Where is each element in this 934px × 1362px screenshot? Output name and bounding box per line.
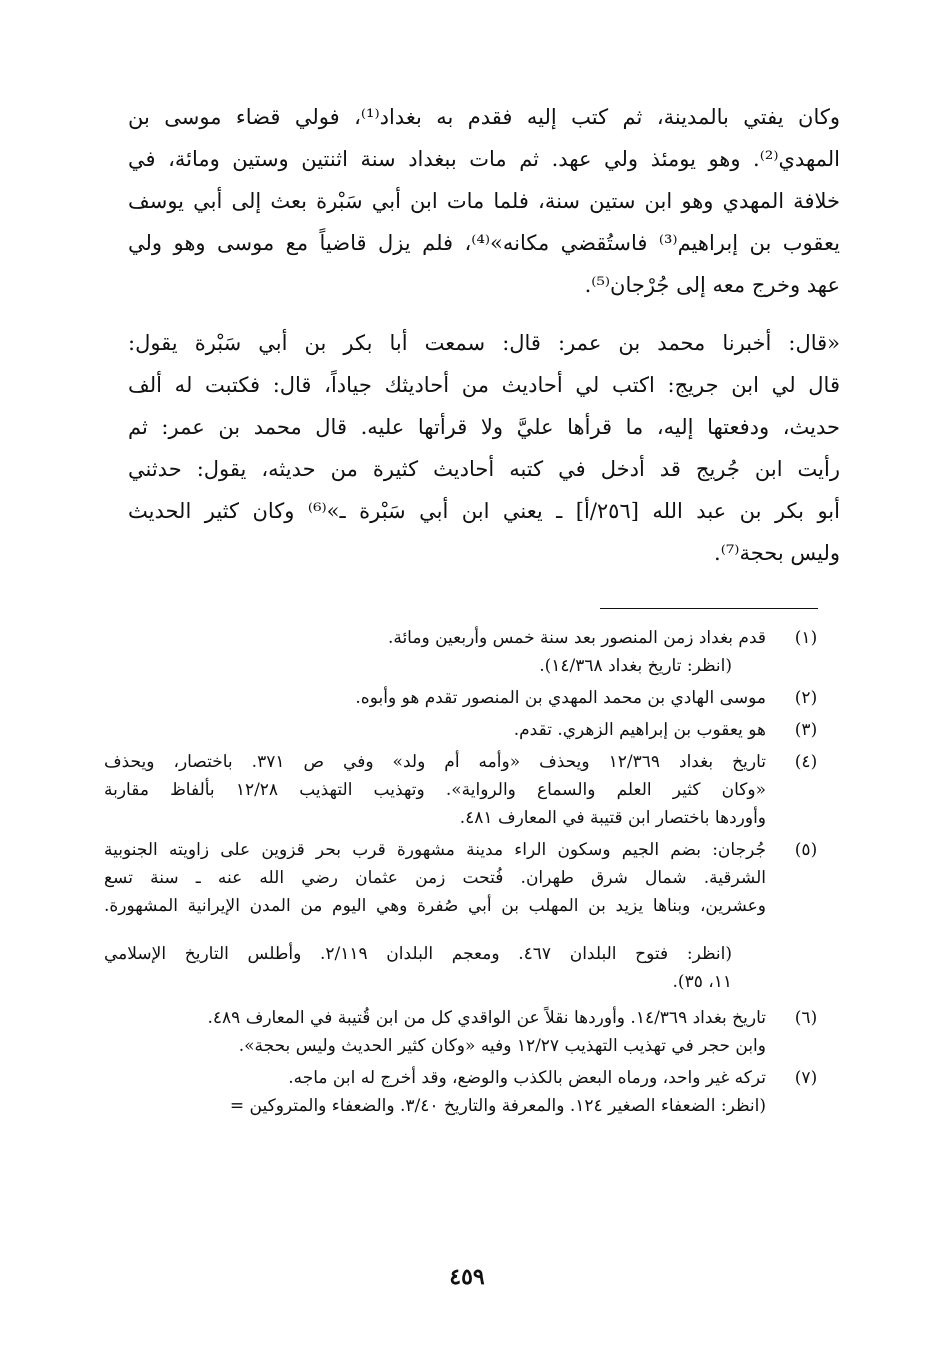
footnote-line: هو يعقوب بن إبراهيم الزهري. تقدم. xyxy=(513,720,766,740)
footnote xyxy=(104,1064,826,1120)
footnote-line: تركه غير واحد، ورماه البعض بالكذب والوضع، وقد أخرج له ابن ماجه. xyxy=(288,1068,766,1088)
footnote-line: (انظر: فتوح البلدان ٤٦٧. ومعجم البلدان ٢/١١٩. وأطلس التاريخ الإسلامي xyxy=(104,944,732,964)
footnote-number: (٦) xyxy=(794,1008,818,1028)
footnote-line: (انظر: تاريخ بغداد ١٤/٣٦٨). xyxy=(539,656,732,676)
footnote xyxy=(104,684,826,712)
footnote-line: ١١، ٣٥). xyxy=(672,972,732,992)
footnote-line: وابن حجر في تهذيب التهذيب ١٢/٢٧ وفيه «وكان كثير الحديث وليس بحجة». xyxy=(238,1036,766,1056)
footnote xyxy=(104,836,826,996)
footnote-line: تاريخ بغداد ١٤/٣٦٩. وأوردها نقلاً عن الواقدي كل من ابن قُتيبة في المعارف ٤٨٩. xyxy=(207,1008,766,1028)
text-line: خلافة المهدي وهو ابن ستين سنة، فلما مات ابن أبي سَبْرة بعث إلى أبي يوسف xyxy=(128,189,840,213)
footnote-separator xyxy=(600,608,818,609)
footnote-line: (انظر: الضعفاء الصغير ١٢٤. والمعرفة والتاريخ ٣/٤٠. والضعفاء والمتروكين = xyxy=(229,1096,766,1116)
text-line: أبو بكر بن عبد الله [٢٥٦/أ] ـ يعني ابن أبي سَبْرة ـ»⁽⁶⁾ وكان كثير الحديث xyxy=(128,499,840,523)
footnote-line: «وكان كثير العلم والسماع والرواية». وتهذيب التهذيب ١٢/٢٨ بألفاظ مقاربة xyxy=(104,780,766,800)
footnote-line: موسى الهادي بن محمد المهدي بن المنصور تقدم هو وأبوه. xyxy=(355,688,766,708)
text-line: وليس بحجة⁽⁷⁾. xyxy=(714,541,840,565)
footnote-line: الشرقية. شمال شرق طهران. فُتحت زمن عثمان رضي الله عنه ـ سنة تسع xyxy=(104,868,766,888)
footnotes xyxy=(104,624,826,1120)
main-paragraph-1 xyxy=(128,96,840,306)
footnote-number: (٧) xyxy=(794,1068,818,1088)
text-line: يعقوب بن إبراهيم⁽³⁾ فاستُقضي مكانه»⁽⁴⁾، فلم يزل قاضياً مع موسى وهو ولي xyxy=(128,231,840,255)
footnote-number: (٥) xyxy=(794,840,818,860)
footnote xyxy=(104,1004,826,1060)
footnote-line xyxy=(104,920,766,940)
footnote-line: قدم بغداد زمن المنصور بعد سنة خمس وأربعين ومائة. xyxy=(387,628,766,648)
footnote-line: جُرجان: بضم الجيم وسكون الراء مدينة مشهورة قرب بحر قزوين على زاويته الجنوبية xyxy=(104,840,766,860)
footnote xyxy=(104,716,826,744)
footnote-line: وأوردها باختصار ابن قتيبة في المعارف ٤٨١. xyxy=(459,808,766,828)
text-line: المهدي⁽²⁾. وهو يومئذ ولي عهد. ثم مات ببغداد سنة اثنتين وستين ومائة، في xyxy=(128,147,840,171)
footnote-line: وعشرين، وبناها يزيد بن المهلب بن أبي صُفرة وهي اليوم من المدن الإيرانية المشهورة. xyxy=(104,896,766,916)
text-line: قال لي ابن جريج: اكتب لي أحاديث من أحاديثك جياداً، قال: فكتبت له ألف xyxy=(128,373,840,397)
footnote-number: (٣) xyxy=(794,720,818,740)
footnote xyxy=(104,748,826,832)
text-line: حديث، ودفعتها إليه، ما قرأها عليَّ ولا قرأتها عليه. قال محمد بن عمر: ثم xyxy=(128,415,840,439)
text-line: «قال: أخبرنا محمد بن عمر: قال: سمعت أبا بكر بن أبي سَبْرة يقول: xyxy=(128,331,840,355)
text-line: رأيت ابن جُريج قد أدخل في كتبه أحاديث كثيرة من حديثه، يقول: حدثني xyxy=(128,457,840,481)
footnote-number: (٤) xyxy=(794,752,818,772)
footnote-number: (١) xyxy=(794,628,818,648)
page-number: ٤٥٩ xyxy=(449,1264,485,1290)
text-line: وكان يفتي بالمدينة، ثم كتب إليه فقدم به بغداد⁽¹⁾، فولي قضاء موسى بن xyxy=(128,105,840,129)
footnote xyxy=(104,624,826,680)
footnote-line: تاريخ بغداد ١٢/٣٦٩ ويحذف «وأمه أم ولد» وفي ص ٣٧١. باختصار، ويحذف xyxy=(104,752,766,772)
main-paragraph-2 xyxy=(128,322,840,574)
text-line: عهد وخرج معه إلى جُرْجان⁽⁵⁾. xyxy=(584,273,840,297)
footnote-number: (٢) xyxy=(794,688,818,708)
